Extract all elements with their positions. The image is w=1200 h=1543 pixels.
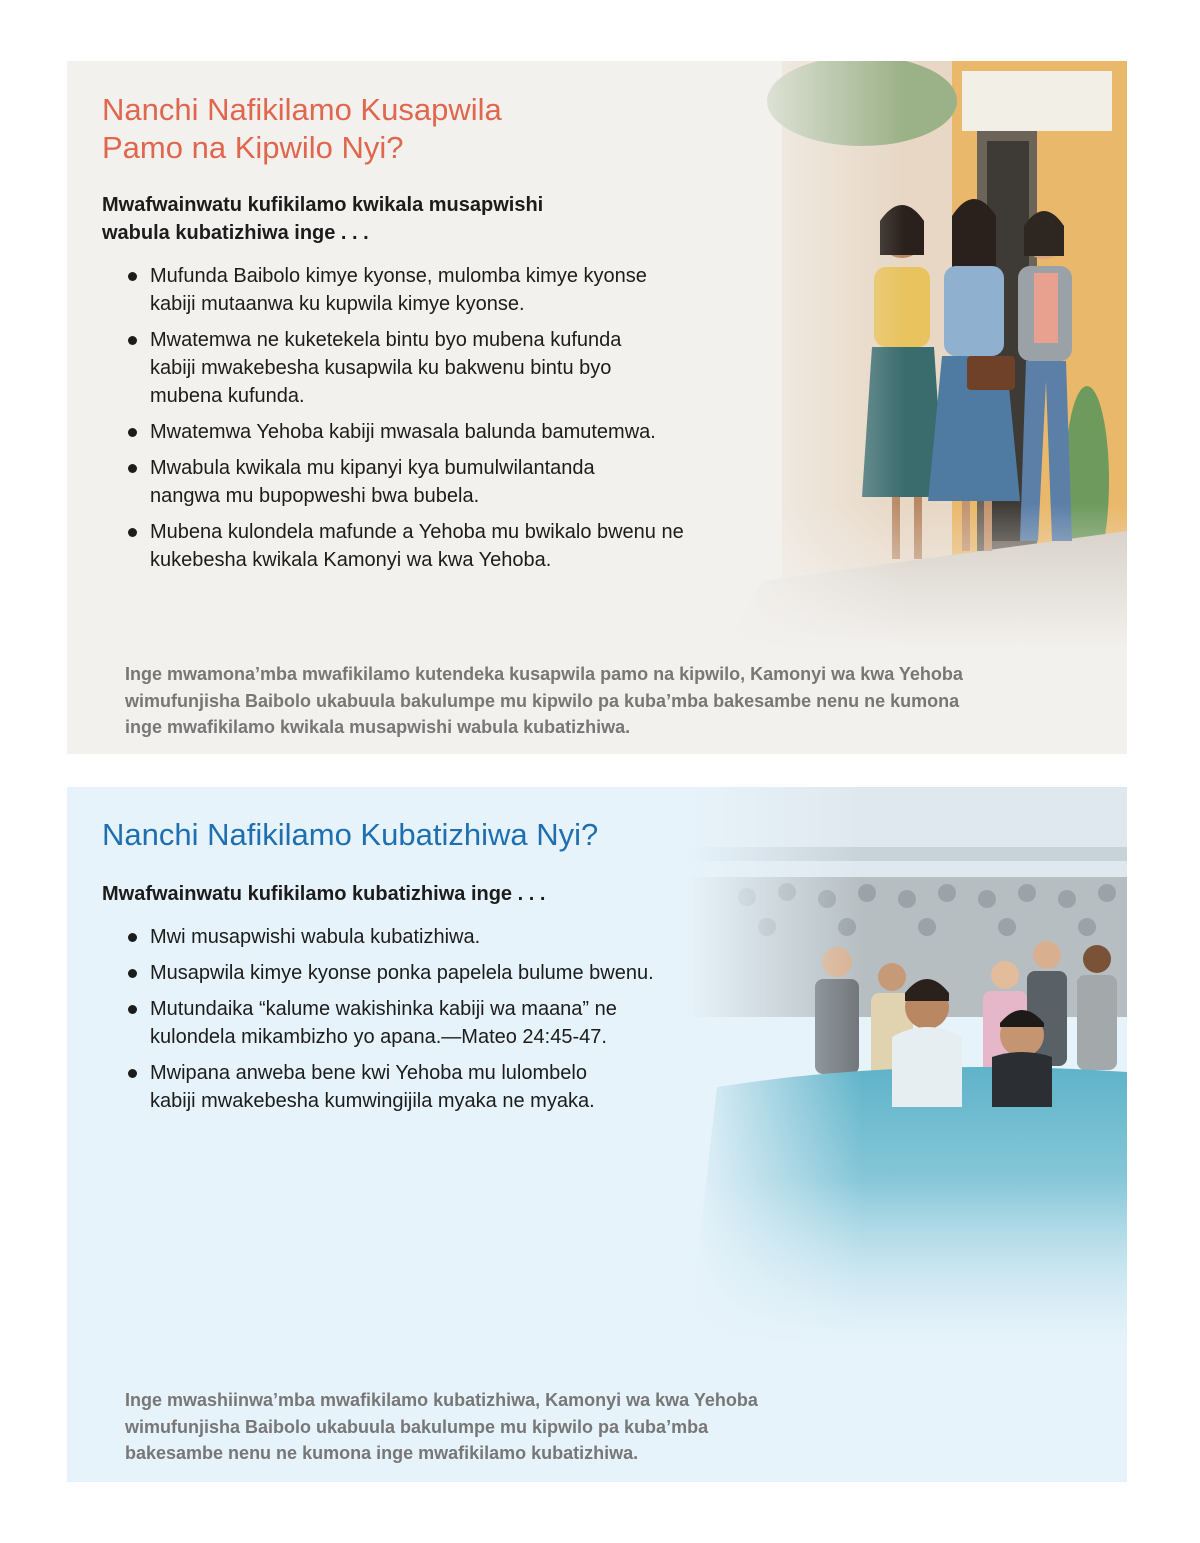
- requirements-list: [125, 923, 745, 1123]
- list-item: [125, 995, 745, 1051]
- item-text: kabiji mutaanwa ku kupwila kimye kyonse.: [150, 293, 525, 315]
- title-line: Nanchi Nafikilamo Kusapwila: [102, 92, 502, 127]
- item-text: kukebesha kwikala Kamonyi wa kwa Yehoba.: [150, 549, 552, 571]
- item-text: Mwipana anweba bene kwi Yehoba mu lulombelo: [150, 1062, 587, 1084]
- list-item: [125, 454, 765, 510]
- item-text: Mwi musapwishi wabula kubatizhiwa.: [150, 926, 481, 948]
- item-text: Mwabula kwikala mu kipanyi kya bumulwilantanda: [150, 457, 595, 479]
- item-text: Mutundaika “kalume wakishinka kabiji wa maana” ne: [150, 998, 617, 1020]
- item-text: kabiji mwakebesha kumwingijila myaka ne myaka.: [150, 1090, 595, 1112]
- section-note: [125, 1387, 845, 1467]
- bullet-dot-icon: [128, 1005, 137, 1014]
- note-line: Inge mwamona’mba mwafikilamo kutendeka kusapwila pamo na kipwilo, Kamonyi wa kwa Yehoba: [125, 664, 963, 684]
- section-title: Nanchi Nafikilamo Kubatizhiwa Nyi?: [102, 817, 599, 852]
- baptism-illustration: [687, 787, 1127, 1347]
- section-title: [102, 91, 622, 167]
- bullet-dot-icon: [128, 1069, 137, 1078]
- bullet-dot-icon: [128, 336, 137, 345]
- bullet-dot-icon: [128, 428, 137, 437]
- bullet-dot-icon: [128, 464, 137, 473]
- section-note: [125, 661, 1065, 741]
- item-text: mubena kufunda.: [150, 385, 305, 407]
- bullet-dot-icon: [128, 969, 137, 978]
- ministry-section: [67, 61, 1127, 754]
- note-line: wimufunjisha Baibolo ukabuula bakulumpe mu kipwilo pa kuba’mba bakesambe nenu ne kumona: [125, 690, 960, 711]
- item-text: Musapwila kimye kyonse ponka papelela bulume bwenu.: [150, 962, 654, 984]
- item-text: nangwa mu bupopweshi bwa bubela.: [150, 485, 480, 507]
- item-text: kulondela mikambizho yo apana.—Mateo 24:45-47.: [150, 1026, 607, 1048]
- list-item: [125, 418, 765, 446]
- item-text: Mwatemwa Yehoba kabiji mwasala balunda bamutemwa.: [150, 421, 656, 443]
- item-text: Mwatemwa ne kuketekela bintu byo mubena kufunda: [150, 329, 622, 351]
- item-text: Mufunda Baibolo kimye kyonse, mulomba kimye kyonse: [150, 265, 647, 287]
- title-line: Pamo na Kipwilo Nyi?: [102, 130, 404, 165]
- bullet-dot-icon: [128, 528, 137, 537]
- list-item: [125, 326, 765, 410]
- list-item: [125, 518, 765, 574]
- item-text: Mubena kulondela mafunde a Yehoba mu bwikalo bwenu ne: [150, 521, 684, 543]
- list-item: [125, 262, 765, 318]
- list-item: [125, 1059, 745, 1115]
- section-subtitle: Mwafwainwatu kufikilamo kubatizhiwa inge . . .: [102, 883, 546, 905]
- list-item: [125, 923, 745, 951]
- subtitle-line: Mwafwainwatu kufikilamo kwikala musapwishi: [102, 194, 544, 216]
- note-line: bakesambe nenu ne kumona inge mwafikilamo kubatizhiwa.: [125, 1443, 639, 1463]
- note-line: wimufunjisha Baibolo ukabuula bakulumpe mu kipwilo pa kuba’mba: [125, 1416, 709, 1437]
- bullet-dot-icon: [128, 933, 137, 942]
- subtitle-line: wabula kubatizhiwa inge . . .: [102, 222, 369, 244]
- note-line: Inge mwashiinwa’mba mwafikilamo kubatizhiwa, Kamonyi wa kwa Yehoba: [125, 1390, 758, 1410]
- note-line: inge mwafikilamo kwikala musapwishi wabula kubatizhiwa.: [125, 717, 631, 737]
- section-subtitle: [102, 191, 622, 247]
- door-to-door-illustration: [722, 61, 1127, 651]
- list-item: [125, 959, 745, 987]
- bullet-dot-icon: [128, 272, 137, 281]
- baptism-section: [67, 787, 1127, 1482]
- requirements-list: [125, 262, 765, 582]
- item-text: kabiji mwakebesha kusapwila ku bakwenu bintu byo: [150, 357, 612, 379]
